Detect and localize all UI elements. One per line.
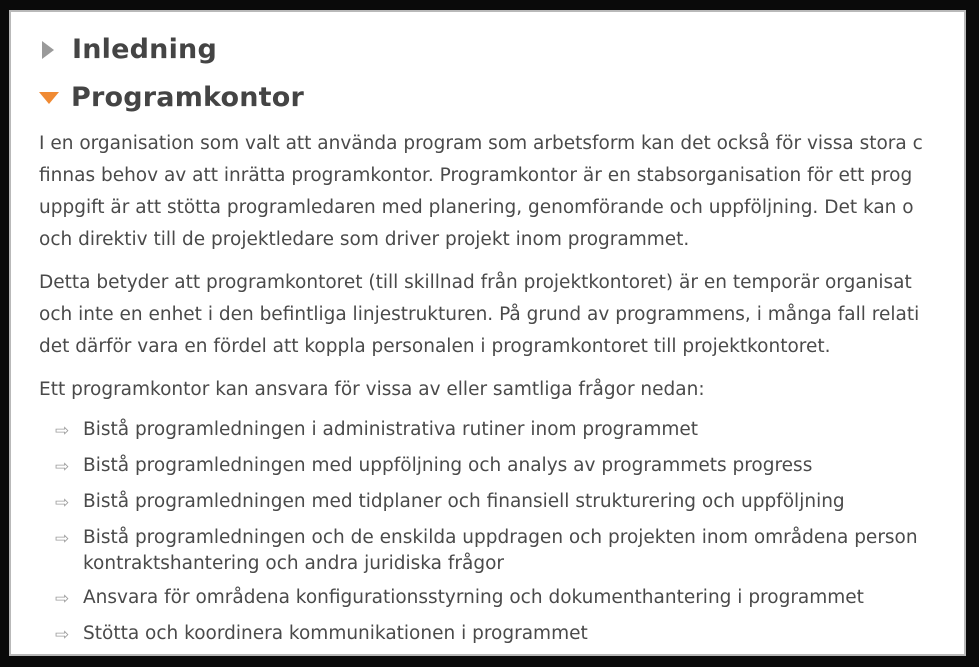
triangle-down-icon[interactable]	[39, 92, 59, 104]
paragraph-line: uppgift är att stötta programledaren med planering, genomförande och uppföljning. Det kan o	[39, 197, 914, 218]
arrow-right-icon: ⇨	[55, 493, 70, 513]
bullet-list	[39, 417, 966, 649]
paragraph-line: finnas behov av att inrätta programkontor. Programkontor är en stabsorganisation för ett prog	[39, 165, 913, 186]
list-item	[55, 489, 966, 517]
paragraph-line: Detta betyder att programkontoret (till skillnad från projektkontoret) är en temporär organisat	[39, 272, 912, 293]
triangle-right-icon[interactable]	[42, 41, 54, 59]
paragraph	[39, 267, 966, 363]
list-item-text: Stötta och koordinera kommunikationen i programmet	[83, 623, 588, 644]
list-item	[55, 453, 966, 481]
arrow-right-icon: ⇨	[55, 589, 70, 609]
list-item	[55, 525, 966, 577]
paragraph-line: och direktiv till de projektledare som driver projekt inom programmet.	[39, 229, 690, 250]
list-item-text: Bistå programledningen och de enskilda uppdragen och projekten inom områdena person	[83, 527, 918, 548]
paragraph-line: Ett programkontor kan ansvara för vissa av eller samtliga frågor nedan:	[39, 379, 705, 400]
paragraph-line: det därför vara en fördel att koppla personalen i programkontoret till projektkontoret.	[39, 336, 831, 357]
section-title-inledning: Inledning	[72, 34, 217, 65]
list-item	[55, 417, 966, 445]
list-item-text: Bistå programledningen med tidplaner och finansiell strukturering och uppföljning	[83, 491, 845, 512]
section-body	[39, 128, 966, 656]
content-panel	[9, 10, 966, 656]
paragraph-line: och inte en enhet i den befintliga linjestrukturen. På grund av programmens, i många fall relati	[39, 304, 920, 325]
arrow-right-icon: ⇨	[55, 421, 70, 441]
arrow-right-icon: ⇨	[55, 529, 70, 549]
list-item-text: Bistå programledningen i administrativa rutiner inom programmet	[83, 419, 699, 440]
list-item-text: kontraktshantering och andra juridiska frågor	[83, 553, 505, 574]
paragraph	[39, 374, 966, 406]
list-item-text: Bistå programledningen med uppföljning och analys av programmets progress	[83, 455, 813, 476]
paragraph	[39, 128, 966, 256]
list-item-text: Ansvara för områdena konfigurationsstyrning och dokumenthantering i programmet	[83, 587, 864, 608]
list-item	[55, 621, 966, 649]
paragraph-line: I en organisation som valt att använda program som arbetsform kan det också för vissa stora c	[39, 133, 923, 154]
section-header-programkontor[interactable]	[39, 82, 304, 113]
arrow-right-icon: ⇨	[55, 625, 70, 645]
section-title-programkontor: Programkontor	[71, 82, 305, 113]
list-item	[55, 585, 966, 613]
section-header-inledning[interactable]	[39, 34, 217, 65]
arrow-right-icon: ⇨	[55, 457, 70, 477]
